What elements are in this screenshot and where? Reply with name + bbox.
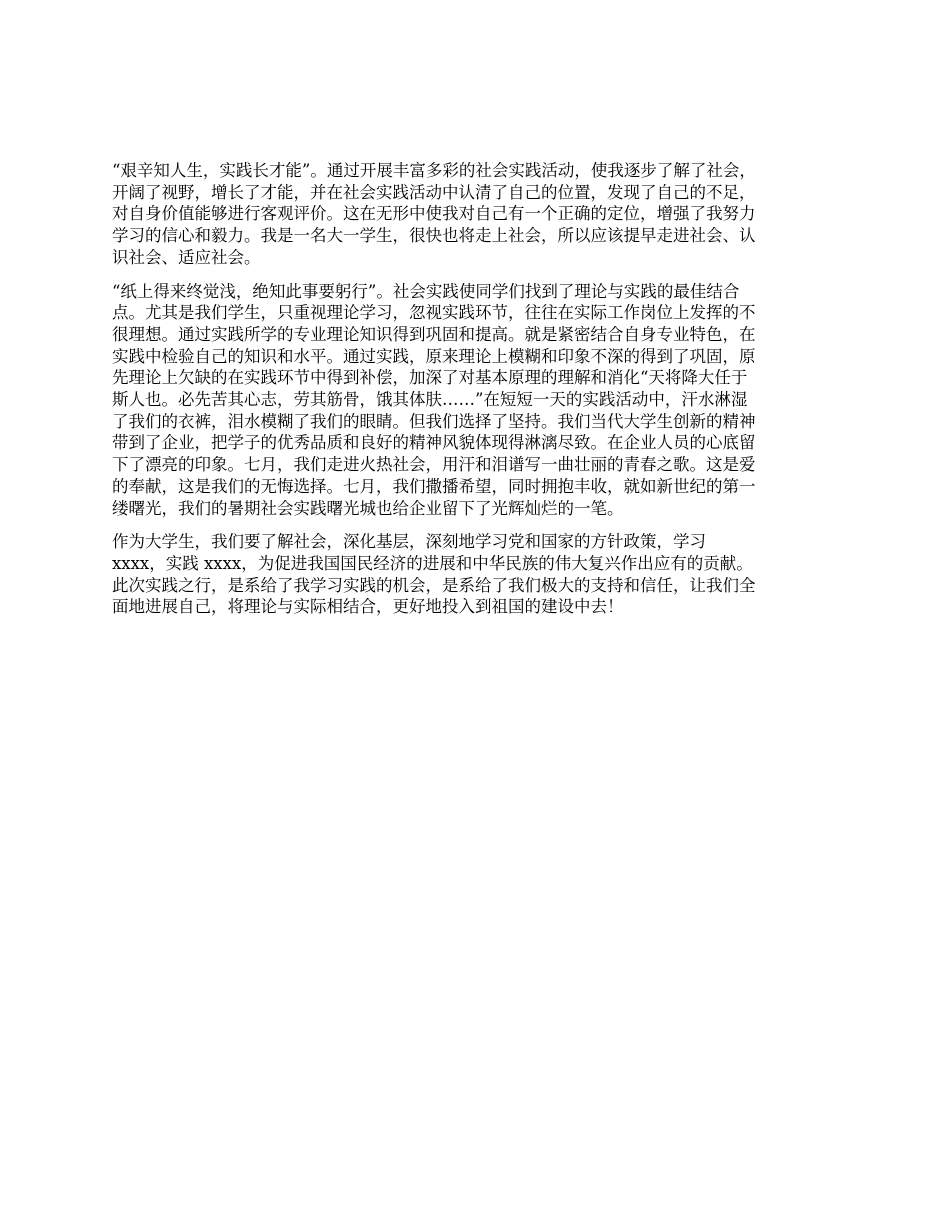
text-line: 识社会、适应社会。 bbox=[112, 247, 261, 267]
text-line: 先理论上欠缺的在实践环节中得到补偿，加深了对基本原理的理解和消化“天将降大任于 bbox=[112, 368, 748, 388]
text-line: 了我们的衣裤，泪水模糊了我们的眼睛。但我们选择了坚持。我们当代大学生创新的精神 bbox=[112, 411, 756, 431]
text-line: “纸上得来终觉浅，绝知此事要躬行”。社会实践使同学们找到了理论与实践的最佳结合 bbox=[112, 281, 740, 301]
text-line: 对自身价值能够进行客观评价。这在无形中使我对自己有一个正确的定位，增强了我努力 bbox=[112, 204, 756, 224]
text-line: 点。尤其是我们学生，只重视理论学习，忽视实践环节，往往在实际工作岗位上发挥的不 bbox=[112, 303, 756, 323]
text-line: 学习的信心和毅力。我是一名大一学生，很快也将走上社会，所以应该提早走进社会、认 bbox=[112, 226, 756, 246]
text-line: “艰辛知人生，实践长才能”。通过开展丰富多彩的社会实践活动，使我逐步了解了社会， bbox=[112, 161, 756, 180]
text-line: 此次实践之行，是系给了我学习实践的机会，是系给了我们极大的支持和信任，让我们全 bbox=[112, 575, 756, 595]
text-line: xxxx，实践 xxxx，为促进我国国民经济的进展和中华民族的伟大复兴作出应有的贡献。 bbox=[112, 553, 753, 573]
text-line: 斯人也。必先苦其心志，劳其筋骨，饿其体肤……”在短短一天的实践活动中，汗水淋湿 bbox=[112, 390, 748, 410]
text-line: 开阔了视野，增长了才能，并在社会实践活动中认清了自己的位置，发现了自己的不足， bbox=[112, 182, 756, 202]
text-line: 下了漂亮的印象。七月，我们走进火热社会，用汗和泪谱写一曲壮丽的青春之歌。这是爱 bbox=[112, 455, 756, 475]
paragraph-1 bbox=[112, 160, 840, 269]
text-line: 很理想。通过实践所学的专业理论知识得到巩固和提高。就是紧密结合自身专业特色，在 bbox=[112, 324, 756, 344]
text-line: 的奉献，这是我们的无悔选择。七月，我们撒播希望，同时拥抱丰收，就如新世纪的第一 bbox=[112, 476, 756, 496]
text-line: 带到了企业，把学子的优秀品质和良好的精神风貌体现得淋漓尽致。在企业人员的心底留 bbox=[112, 433, 756, 453]
paragraph-2 bbox=[112, 281, 840, 520]
text-line: 作为大学生，我们要了解社会，深化基层，深刻地学习党和国家的方针政策，学习 bbox=[112, 532, 706, 552]
paragraph-3 bbox=[112, 531, 840, 618]
text-line: 缕曙光，我们的暑期社会实践曙光城也给企业留下了光辉灿烂的一笔。 bbox=[112, 498, 624, 518]
text-line: 实践中检验自己的知识和水平。通过实践，原来理论上模糊和印象不深的得到了巩固，原 bbox=[112, 346, 756, 366]
document-body bbox=[112, 160, 840, 630]
text-line: 面地进展自己，将理论与实际相结合，更好地投入到祖国的建设中去！ bbox=[112, 597, 624, 617]
